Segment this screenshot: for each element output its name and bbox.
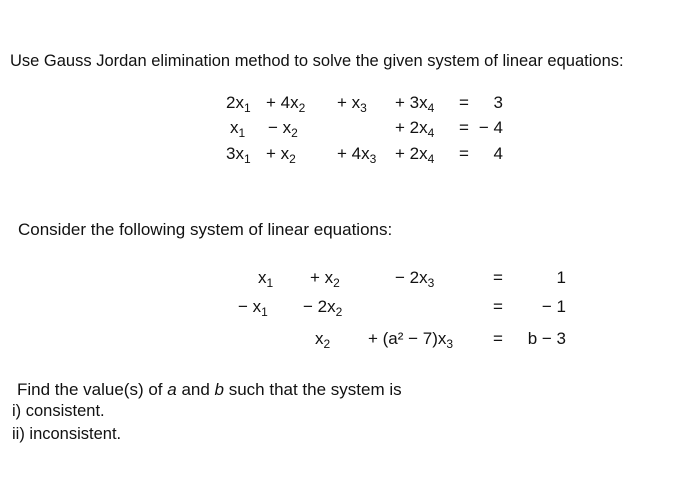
- term-text: 3x: [226, 144, 244, 163]
- question-text: Find the value(s) of a and b such that the system is: [17, 380, 402, 399]
- rhs-value: [528, 329, 566, 349]
- term-subscript: 3: [427, 276, 435, 290]
- term-text: + 2x: [395, 118, 428, 137]
- term-subscript: 1: [243, 152, 251, 166]
- term-subscript: 4: [427, 101, 435, 115]
- term-text: 3: [493, 93, 503, 112]
- term-text: + x: [310, 268, 334, 287]
- equation-term: [238, 297, 268, 319]
- term-text: x: [315, 329, 324, 348]
- term-text: + x: [266, 144, 290, 163]
- term-text: − 1: [541, 297, 566, 316]
- equals-sign: [493, 297, 503, 317]
- term-text: + (a² − 7)x: [368, 329, 447, 348]
- equation-term: [337, 93, 367, 115]
- instruction-text: Use Gauss Jordan elimination method to solve the given system of linear equations:: [10, 52, 624, 70]
- term-subscript: 3: [369, 152, 377, 166]
- equation-term: [315, 329, 330, 351]
- equation-term: [337, 144, 376, 166]
- term-subscript: 1: [238, 126, 246, 140]
- term-text: − x: [268, 118, 292, 137]
- system-intro-text: Consider the following system of linear equations:: [18, 220, 393, 239]
- rhs-value: [494, 144, 503, 164]
- term-text: + 3x: [395, 93, 428, 112]
- term-text: =: [493, 268, 503, 287]
- equation-term: [368, 329, 453, 351]
- equals-sign: [493, 268, 503, 288]
- term-text: x: [230, 118, 239, 137]
- term-text: 2x: [226, 93, 244, 112]
- term-text: =: [459, 144, 469, 163]
- equation-term: [266, 93, 305, 115]
- term-text: x: [258, 268, 267, 287]
- term-text: =: [493, 297, 503, 316]
- term-subscript: 3: [360, 101, 367, 115]
- term-text: =: [459, 93, 469, 112]
- equals-sign: [459, 93, 469, 113]
- term-subscript: 3: [446, 337, 454, 351]
- equation-term: [230, 118, 245, 140]
- term-subscript: 2: [298, 101, 306, 115]
- equation-term: [395, 144, 434, 166]
- term-subscript: 1: [243, 101, 251, 115]
- term-subscript: 2: [323, 337, 331, 351]
- term-text: − 2x: [395, 268, 428, 287]
- equation-term: [268, 118, 298, 140]
- term-subscript: 2: [335, 305, 343, 319]
- equation-term: [226, 93, 251, 115]
- equation-term: [303, 297, 342, 319]
- part-i: i) consistent.: [12, 402, 105, 420]
- term-subscript: 1: [261, 305, 268, 319]
- term-subscript: 2: [289, 152, 296, 166]
- term-text: + 4x: [266, 93, 299, 112]
- term-text: + 2x: [395, 144, 428, 163]
- equals-sign: [459, 118, 469, 138]
- term-text: − 4: [478, 118, 503, 137]
- equals-sign: [459, 144, 469, 164]
- term-text: + 4x: [337, 144, 370, 163]
- term-text: 1: [556, 268, 566, 287]
- equation-term: [258, 268, 273, 290]
- term-text: 4: [493, 144, 503, 163]
- term-subscript: 2: [333, 276, 340, 290]
- term-subscript: 4: [427, 152, 435, 166]
- term-text: =: [459, 118, 469, 137]
- equation-term: [266, 144, 296, 166]
- term-subscript: 4: [427, 126, 435, 140]
- term-text: − x: [238, 297, 262, 316]
- equation-term: [226, 144, 251, 166]
- term-text: =: [493, 329, 503, 348]
- term-subscript: 1: [266, 276, 274, 290]
- part-ii: ii) inconsistent.: [12, 425, 122, 443]
- equation-term: [395, 93, 434, 115]
- term-text: − 2x: [303, 297, 336, 316]
- term-text: + x: [337, 93, 361, 112]
- equation-term: [395, 268, 434, 290]
- rhs-value: [479, 118, 503, 138]
- rhs-value: [557, 268, 566, 288]
- equals-sign: [493, 329, 503, 349]
- rhs-value: [542, 297, 566, 317]
- term-subscript: 2: [291, 126, 298, 140]
- term-text: b − 3: [527, 329, 566, 348]
- equation-term: [310, 268, 340, 290]
- equation-term: [395, 118, 434, 140]
- rhs-value: [494, 93, 503, 113]
